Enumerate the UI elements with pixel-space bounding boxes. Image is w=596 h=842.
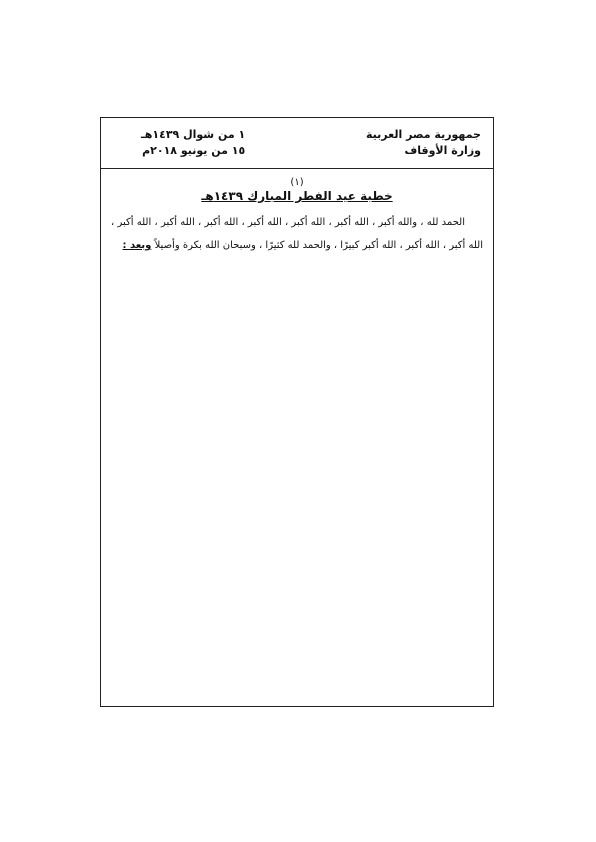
date-block (141, 127, 245, 159)
country-name: جمهورية مصر العربية (366, 128, 481, 141)
ministry-name: وزارة الأوقاف (404, 144, 481, 157)
gregorian-date: ١٥ من يونيو ٢٠١٨م (142, 144, 246, 157)
opening-paragraph (111, 211, 483, 257)
hijri-date: ١ من شوال ١٤٣٩هـ (141, 128, 246, 141)
sermon-title: خطبة عيد الفطر المبارك ١٤٣٩هـ (201, 189, 393, 203)
issuer-block (366, 127, 481, 159)
sermon-number: (١) (290, 177, 304, 188)
sermon-body (101, 169, 493, 257)
opening-text: الحمد لله ، والله أكبر ، الله أكبر ، الله أكبر ، الله أكبر ، الله أكبر ، الله أكبر ، الله أكبر ، الله أكبر ، الله أكبر ، الله أكبر كبيرًا ، والحمد لله كثيرًا ، وسبحان الله بكرة وأصيلاً (111, 217, 483, 251)
document-frame (100, 117, 494, 707)
letterhead (101, 118, 493, 169)
after-marker: وبعد : (122, 240, 152, 251)
